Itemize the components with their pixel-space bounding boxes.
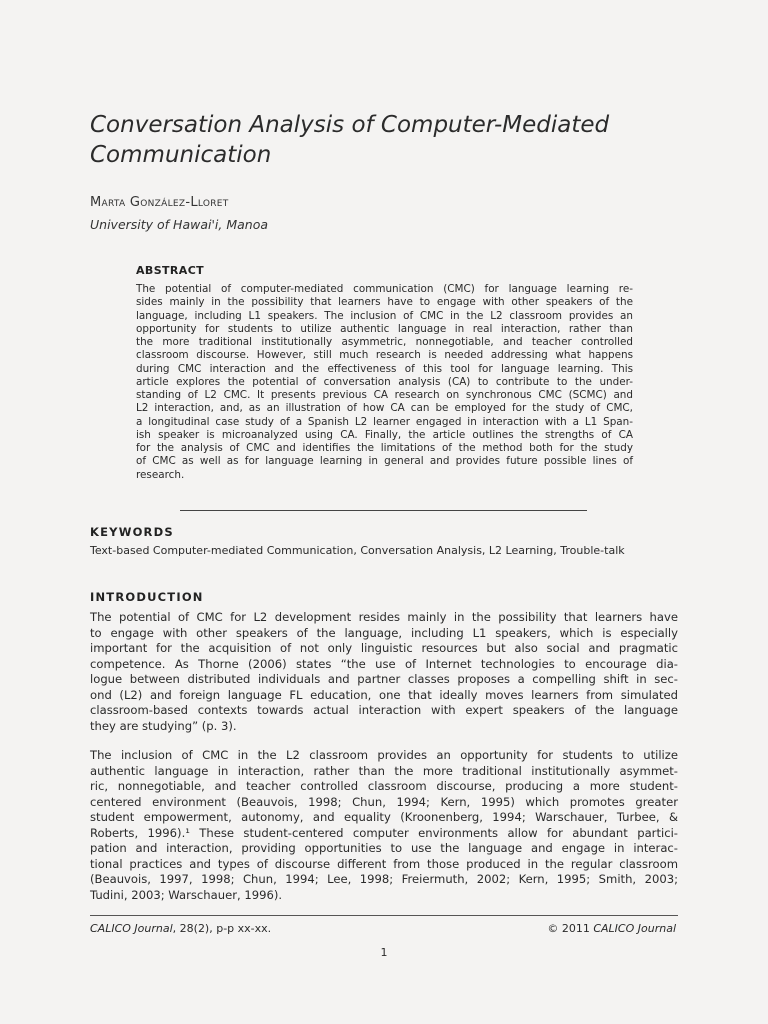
abstract-line: ish speaker is microanalyzed using CA. Finally, the article outlines the strengths of CA <box>136 428 633 441</box>
abstract-line: of CMC as well as for language learning in general and provides future possible lines of <box>136 455 633 468</box>
paragraph-line: important for the acquisition of not only linguistic resources but also social and pragmatic <box>90 641 678 655</box>
page-number: 1 <box>380 946 388 959</box>
paragraph-line: ric, nonnegotiable, and teacher controlled classroom discourse, producing a more student- <box>90 779 678 793</box>
abstract-line: article explores the potential of conversation analysis (CA) to contribute to the under- <box>136 375 633 388</box>
abstract-line: L2 interaction, and, as an illustration of how CA can be employed for the study of CMC, <box>136 402 633 415</box>
abstract-line: sides mainly in the possibility that learners have to engage with other speakers of the <box>136 296 633 309</box>
abstract-line: the more traditional institutionally asymmetric, nonnegotiable, and teacher controlled <box>136 336 633 348</box>
journal-volume: , 28(2), p-p xx-xx. <box>172 922 272 935</box>
paragraph-line: Roberts, 1996).¹ These student-centered computer environments allow for abundant partici- <box>90 825 678 840</box>
introduction-paragraph-2 <box>90 748 678 903</box>
paragraph-line: to engage with other speakers of the language, including L1 speakers, which is especially <box>90 625 678 640</box>
paragraph-line: competence. As Thorne (2006) states “the use of Internet technologies to encourage dia- <box>90 656 678 671</box>
copyright-journal: CALICO Journal <box>593 922 676 935</box>
introduction-heading: INTRODUCTION <box>90 590 204 604</box>
abstract-line: a longitudinal case study of a Spanish L2 learner engaged in interaction with a L1 Span- <box>136 415 633 428</box>
author-affiliation: University of Hawai'i, Manoa <box>90 217 268 232</box>
abstract-line: for the analysis of CMC and identifies the limitations of the method both for the study <box>136 442 633 454</box>
abstract-line: opportunity for students to utilize authentic language in real interaction, rather than <box>136 322 633 335</box>
keywords-text: Text-based Computer-mediated Communication, Conversation Analysis, L2 Learning, Trouble-talk <box>90 544 625 557</box>
keywords-heading: KEYWORDS <box>90 525 174 539</box>
author-name: Marta González-Lloret <box>90 195 229 210</box>
footer-divider <box>90 915 678 916</box>
paragraph-line: The potential of CMC for L2 development resides mainly in the possibility that learners have <box>90 610 678 624</box>
abstract-line: language, including L1 speakers. The inclusion of CMC in the L2 classroom provides an <box>136 309 633 322</box>
paragraph-line: (Beauvois, 1997, 1998; Chun, 1994; Lee, 1998; Freiermuth, 2002; Kern, 1995; Smith, 2003; <box>90 872 678 886</box>
paragraph-line: tional practices and types of discourse different from those produced in the regular classroom <box>90 856 678 871</box>
abstract-line: research. <box>136 468 185 481</box>
abstract-heading: ABSTRACT <box>136 264 205 277</box>
paragraph-line: authentic language in interaction, rather than the more traditional institutionally asymmet- <box>90 763 678 778</box>
copyright-year: © 2011 <box>547 922 594 935</box>
paragraph-line: The inclusion of CMC in the L2 classroom provides an opportunity for students to utilize <box>90 748 678 762</box>
copyright-notice <box>547 922 676 935</box>
paragraph-line: ond (L2) and foreign language FL education, one that ideally moves learners from simulated <box>90 687 678 702</box>
abstract-line: during CMC interaction and the effectiveness of this tool for language learning. This <box>136 362 633 375</box>
paragraph-line: they are studying” (p. 3). <box>90 718 237 733</box>
paragraph-line: Tudini, 2003; Warschauer, 1996). <box>90 887 283 902</box>
introduction-paragraph-1 <box>90 610 678 734</box>
paragraph-line: pation and interaction, providing opportunities to use the language and engage in interac- <box>90 841 678 855</box>
paragraph-line: classroom-based contexts towards actual interaction with expert speakers of the language <box>90 703 678 717</box>
abstract-line: standing of L2 CMC. It presents previous CA research on synchronous CMC (SCMC) and <box>136 389 633 401</box>
section-divider <box>180 510 587 511</box>
paragraph-line: logue between distributed individuals and partner classes proposes a compelling shift in sec- <box>90 672 678 686</box>
journal-citation <box>90 922 271 935</box>
abstract-body <box>136 283 633 482</box>
abstract-line: classroom discourse. However, still much research is needed addressing what happens <box>136 349 633 362</box>
journal-name: CALICO Journal <box>90 922 173 935</box>
paragraph-line: centered environment (Beauvois, 1998; Chun, 1994; Kern, 1995) which promotes greater <box>90 794 678 809</box>
paper-title: Conversation Analysis of Computer-Mediated Communication <box>90 112 610 168</box>
paragraph-line: student empowerment, autonomy, and equality (Kroonenberg, 1994; Warschauer, Turbee, & <box>90 810 678 824</box>
abstract-line: The potential of computer-mediated communication (CMC) for language learning re- <box>136 283 633 295</box>
